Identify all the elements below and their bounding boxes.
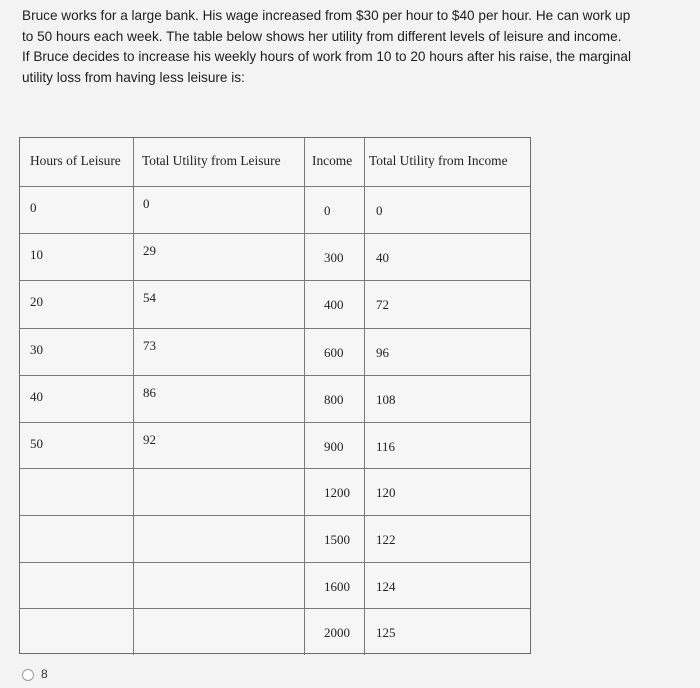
table-column-divider [304,138,305,655]
table-header-cell: Hours of Leisure [30,153,121,168]
table-cell: 116 [376,439,396,454]
table-cell: 0 [143,196,150,211]
table-cell: 72 [376,297,389,312]
table-cell: 108 [376,392,396,407]
table-cell: 10 [30,247,43,262]
table-cell: 600 [324,345,344,360]
table-cell: 20 [30,294,43,309]
question-line: Bruce works for a large bank. His wage increased from $30 per hour to $40 per hour. He can work up [22,8,631,23]
table-row-divider [20,422,530,423]
table-cell: 2000 [324,625,350,640]
table-row-divider [20,280,530,281]
table-cell: 125 [376,625,396,640]
table-cell: 40 [376,250,389,265]
table-row-divider [20,608,530,609]
table-cell: 40 [30,389,43,404]
table-cell: 0 [376,203,383,218]
table-row-divider [20,562,530,563]
table-cell: 1200 [324,485,350,500]
question-line: to 50 hours each week. The table below shows her utility from different levels of leisure and income. [22,28,622,44]
table-cell: 92 [143,432,156,447]
answer-option-label: 8 [41,667,48,681]
table-cell: 54 [143,290,156,305]
question-text [22,6,694,88]
utility-table [19,137,531,654]
table-row-divider [20,328,530,329]
table-column-divider [364,138,365,655]
table-cell: 96 [376,345,389,360]
question-line: utility loss from having less leisure is: [22,69,245,85]
table-row-divider [20,375,530,376]
table-cell: 30 [30,342,43,357]
table-header-cell: Total Utility from Leisure [142,153,281,168]
table-column-divider [133,138,134,655]
table-cell: 400 [324,297,344,312]
answer-radio-button[interactable] [22,669,34,681]
table-cell: 124 [376,579,396,594]
table-cell: 50 [30,436,43,451]
table-row-divider [20,468,530,469]
table-row-divider [20,186,530,187]
table-cell: 1600 [324,579,350,594]
table-cell: 29 [143,243,156,258]
table-cell: 1500 [324,532,350,547]
table-cell: 0 [324,203,331,218]
table-header-cell: Total Utility from Income [369,153,508,168]
question-line: If Bruce decides to increase his weekly hours of work from 10 to 20 hours after his raise, the marginal [22,49,631,64]
table-cell: 800 [324,392,344,407]
table-cell: 122 [376,532,396,547]
table-cell: 86 [143,385,156,400]
table-header-cell: Income [312,153,353,168]
table-cell: 300 [324,250,344,265]
table-cell: 120 [376,485,396,500]
table-row-divider [20,233,530,234]
table-cell: 900 [324,439,344,454]
table-cell: 73 [143,338,156,353]
table-row-divider [20,515,530,516]
table-cell: 0 [30,200,37,215]
